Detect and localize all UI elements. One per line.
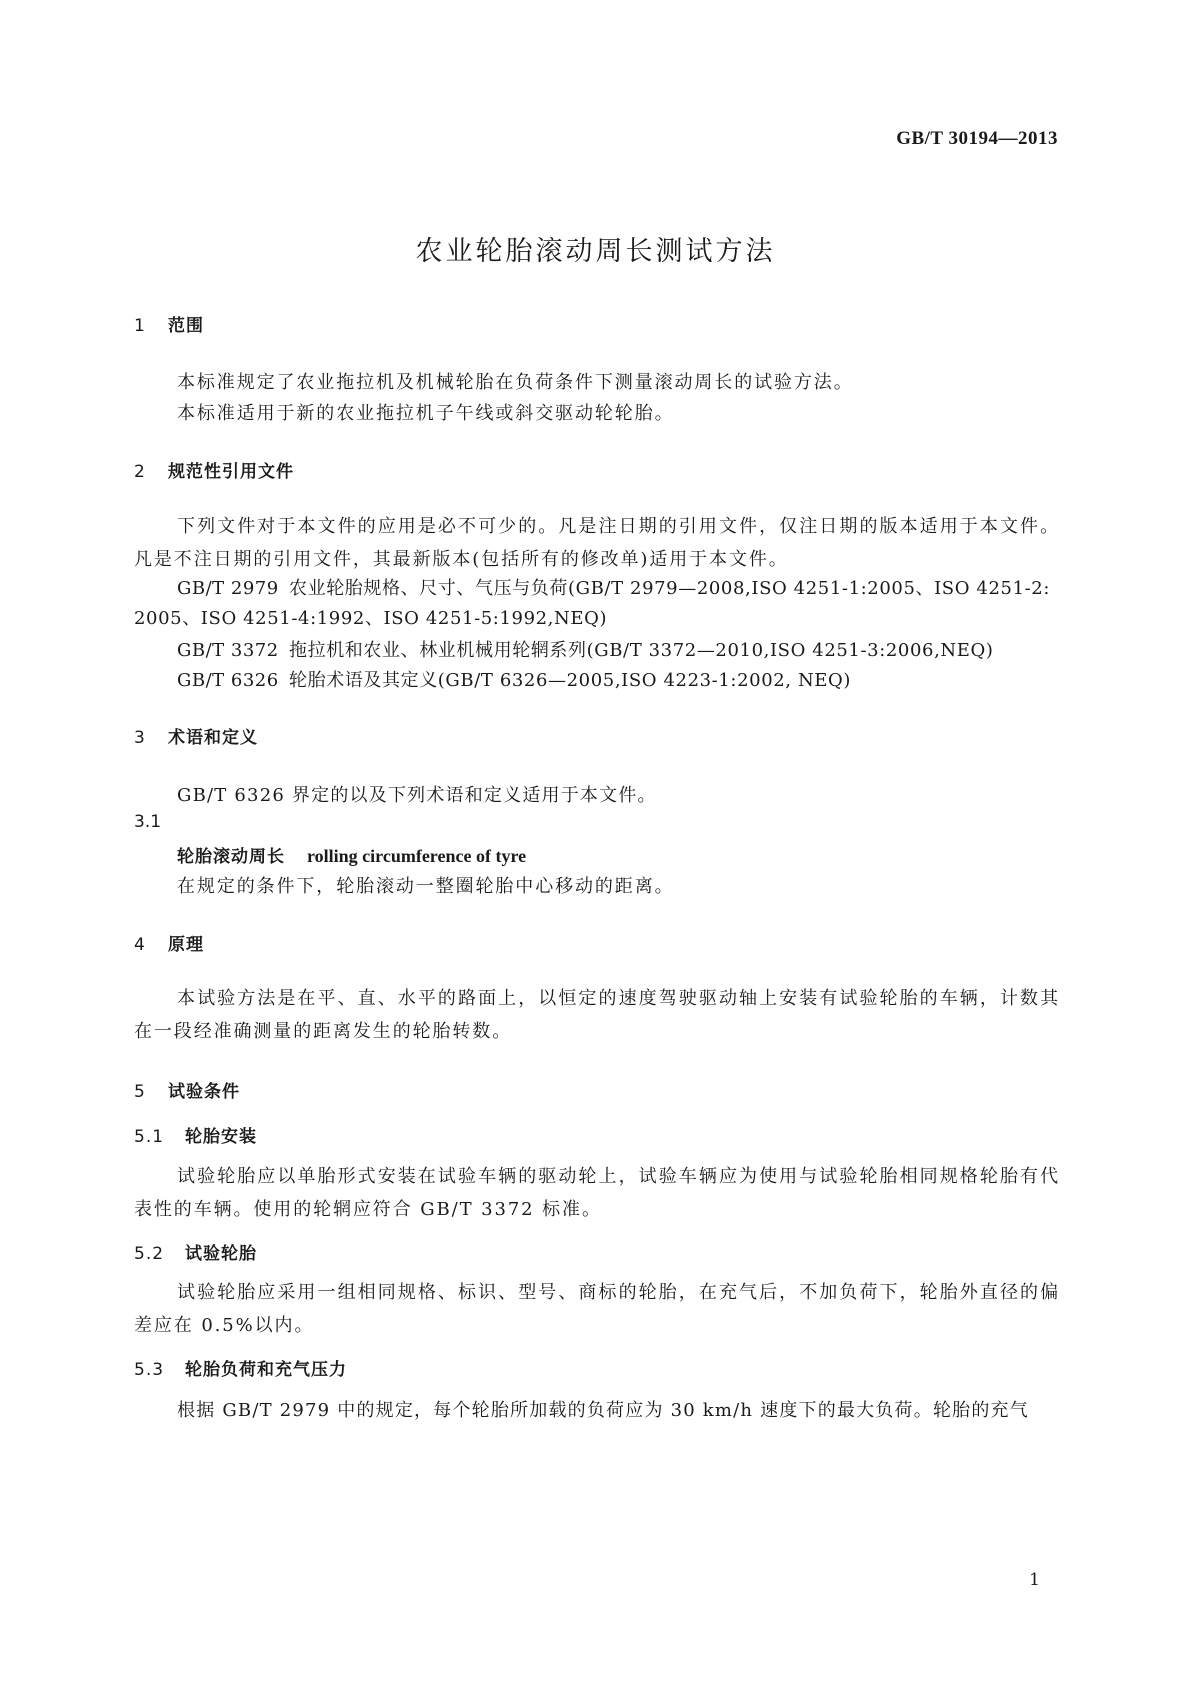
section-number: 5.1 xyxy=(134,1127,165,1147)
section-4-paragraph: 本试验方法是在平、直、水平的路面上，以恒定的速度驾驶驱动轴上安装有试验轮胎的车辆，计数其在一段经准确测量的距离发生的轮胎转数。 xyxy=(134,988,1060,1042)
document-title: 农业轮胎滚动周长测试方法 xyxy=(415,236,776,267)
section-title: 轮胎负荷和充气压力 xyxy=(185,1360,347,1380)
reference-text: 轮胎术语及其定义(GB/T 6326—2005,ISO 4223-1:2002, NEQ) xyxy=(289,670,852,691)
term-definition: 在规定的条件下，轮胎滚动一整圈轮胎中心移动的距离。 xyxy=(177,876,675,897)
page-number: 1 xyxy=(1029,1570,1040,1590)
section-title: 试验轮胎 xyxy=(185,1244,257,1264)
section-number: 3 xyxy=(134,728,146,748)
section-number: 5 xyxy=(134,1082,146,1102)
section-5-2-paragraph: 试验轮胎应采用一组相同规格、标识、型号、商标的轮胎，在充气后，不加负荷下，轮胎外直径的偏差应在 0.5%以内。 xyxy=(134,1282,1060,1336)
term-english: rolling circumference of tyre xyxy=(307,846,527,866)
section-title: 范围 xyxy=(168,316,204,336)
section-5-heading xyxy=(134,1077,240,1102)
section-5-3-paragraph: 根据 GB/T 2979 中的规定，每个轮胎所加载的负荷应为 30 km/h 速度下的最大负荷。轮胎的充气 xyxy=(177,1400,1029,1421)
section-number: 4 xyxy=(134,935,146,955)
reference-code: GB/T 6326 xyxy=(177,670,279,691)
term-entry xyxy=(177,842,526,867)
reference-item-continuation: 2005、ISO 4251-4:1992、ISO 4251-5:1992,NEQ) xyxy=(134,608,608,629)
section-title: 轮胎安装 xyxy=(185,1127,257,1147)
standard-code: GB/T 30194—2013 xyxy=(896,128,1058,149)
section-number: 1 xyxy=(134,316,146,336)
section-5-1-heading xyxy=(134,1122,257,1147)
section-4-heading xyxy=(134,930,204,955)
reference-code: GB/T 3372 xyxy=(177,640,279,661)
section-3-heading xyxy=(134,723,258,748)
section-1-paragraph-1: 本标准规定了农业拖拉机及机械轮胎在负荷条件下测量滚动周长的试验方法。 xyxy=(177,372,854,393)
term-chinese: 轮胎滚动周长 xyxy=(177,847,285,867)
section-2-intro: 下列文件对于本文件的应用是必不可少的。凡是注日期的引用文件，仅注日期的版本适用于本文件。凡是不注日期的引用文件，其最新版本(包括所有的修改单)适用于本文件。 xyxy=(134,516,1060,570)
section-5-1-paragraph: 试验轮胎应以单胎形式安装在试验车辆的驱动轮上，试验车辆应为使用与试验轮胎相同规格轮胎有代表性的车辆。使用的轮辋应符合 GB/T 3372 标准。 xyxy=(134,1166,1060,1220)
term-number: 3.1 xyxy=(134,812,162,832)
section-3-intro: GB/T 6326 界定的以及下列术语和定义适用于本文件。 xyxy=(177,785,657,806)
section-5-3-heading xyxy=(134,1355,347,1380)
reference-item xyxy=(177,666,851,692)
reference-item xyxy=(177,636,993,662)
section-title: 术语和定义 xyxy=(168,728,258,748)
section-title: 试验条件 xyxy=(168,1082,240,1102)
section-title: 规范性引用文件 xyxy=(168,462,294,482)
section-5-2-heading xyxy=(134,1239,257,1264)
reference-text: 拖拉机和农业、林业机械用轮辋系列(GB/T 3372—2010,ISO 4251-3:2006,NEQ) xyxy=(289,640,994,661)
section-number: 5.3 xyxy=(134,1360,165,1380)
section-2-heading xyxy=(134,457,294,482)
reference-text: 农业轮胎规格、尺寸、气压与负荷(GB/T 2979—2008,ISO 4251-1:2005、ISO 4251-2: xyxy=(289,578,1051,599)
section-number: 5.2 xyxy=(134,1244,165,1264)
section-number: 2 xyxy=(134,462,146,482)
section-1-heading xyxy=(134,311,204,336)
section-1-paragraph-2: 本标准适用于新的农业拖拉机子午线或斜交驱动轮轮胎。 xyxy=(177,403,675,424)
section-title: 原理 xyxy=(168,935,204,955)
reference-item xyxy=(177,574,1050,600)
reference-code: GB/T 2979 xyxy=(177,578,279,599)
